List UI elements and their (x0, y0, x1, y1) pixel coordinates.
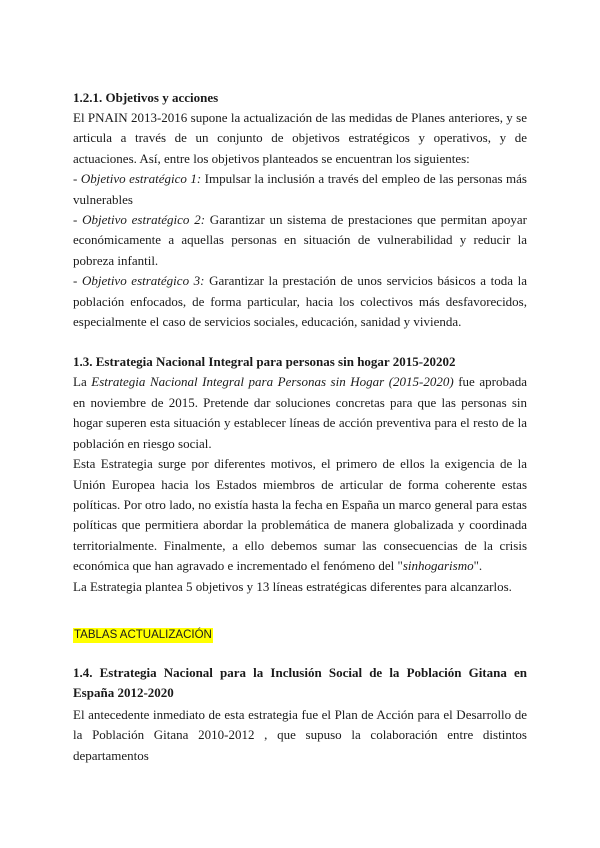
objective-text: Garantizar un sistema de prestaciones que permitan apoyar económicamente a aquellas personas en situación de vulnerabilidad y reducir la pobreza infantil. (73, 212, 527, 268)
paragraph-strategy-motives (73, 454, 527, 576)
section-heading-1-2-1: 1.2.1. Objetivos y acciones (73, 90, 219, 105)
spacer (73, 617, 527, 625)
objective-text: Impulsar la inclusión a través del empleo de las personas más vulnerables (73, 171, 527, 207)
text-run: ". (473, 558, 483, 574)
paragraph-gitana-antecedent: El antecedente inmediato de esta estrategia fue el Plan de Acción para el Desarrollo de la Población Gitana 2010-2012 , que supuso la colaboración entre distintos departamentos (73, 706, 527, 763)
objective-text: Garantizar la prestación de unos servicios básicos a toda la población enfocados, de forma particular, hacia los colectivos más desfavorecidos, especialmente el caso de servicios sociales, educación, sanidad y vivienda. (73, 273, 527, 330)
spacer (73, 332, 527, 352)
objective-item-2 (73, 210, 527, 271)
paragraph-pnain-intro: El PNAIN 2013-2016 supone la actualización de las medidas de Planes anteriores, y se articula a través de un conjunto de objetivos estratégicos y operativos, y de actuaciones. Así, entre los objetivos planteados se encuentran los siguientes: (73, 110, 527, 166)
objective-label: Objetivo estratégico 3: (81, 273, 205, 289)
paragraph-strategy-objectives: La Estrategia plantea 5 objetivos y 13 líneas estratégicas diferentes para alcanzarlos. (73, 578, 512, 594)
objective-item-1 (73, 169, 527, 210)
text-run: La (73, 374, 92, 390)
spacer (73, 597, 527, 617)
objective-label: Objetivo estratégico 1: (80, 171, 202, 187)
objective-label: Objetivo estratégico 2: (82, 212, 206, 228)
spacer (73, 643, 527, 663)
objective-item-3 (73, 271, 527, 332)
text-run: fue aprobada en noviembre de 2015. Pretende dar soluciones concretas para que las personas sin hogar superen esta situación y establecer líneas de acción preventiva para el resto de la población en riesgo social. (73, 374, 527, 451)
highlight-note-row (73, 625, 527, 643)
strategy-title-italic: Estrategia Nacional Integral para Personas sin Hogar (2015-2020) (91, 374, 454, 390)
objective-prefix: - (73, 171, 81, 187)
objective-prefix: - (73, 273, 82, 289)
highlighted-note: TABLAS ACTUALIZACIÓN (74, 628, 212, 641)
term-sinhogarismo: sinhogarismo (402, 558, 474, 574)
objective-prefix: - (73, 212, 83, 228)
text-run: Esta Estrategia surge por diferentes motivos, el primero de ellos la exigencia de la Unión Europea hacia los Estados miembros de articular de forma coherente estas políticas. Por otro lado, no existía hasta la fecha en España un marco general para estas políticas que permitiera abordar la problemática de manera globalizada y coordinada territorialmente. Finalmente, a ello debemos sumar las consecuencias de la crisis económica que han agravado e incrementado el fenómeno del " (73, 456, 527, 574)
section-heading-1-3: 1.3. Estrategia Nacional Integral para personas sin hogar 2015-20202 (73, 354, 456, 370)
section-heading-1-4: 1.4. Estrategia Nacional para la Inclusión Social de la Población Gitana en España 2012-2020 (73, 664, 527, 700)
paragraph-strategy-approval (73, 372, 527, 454)
